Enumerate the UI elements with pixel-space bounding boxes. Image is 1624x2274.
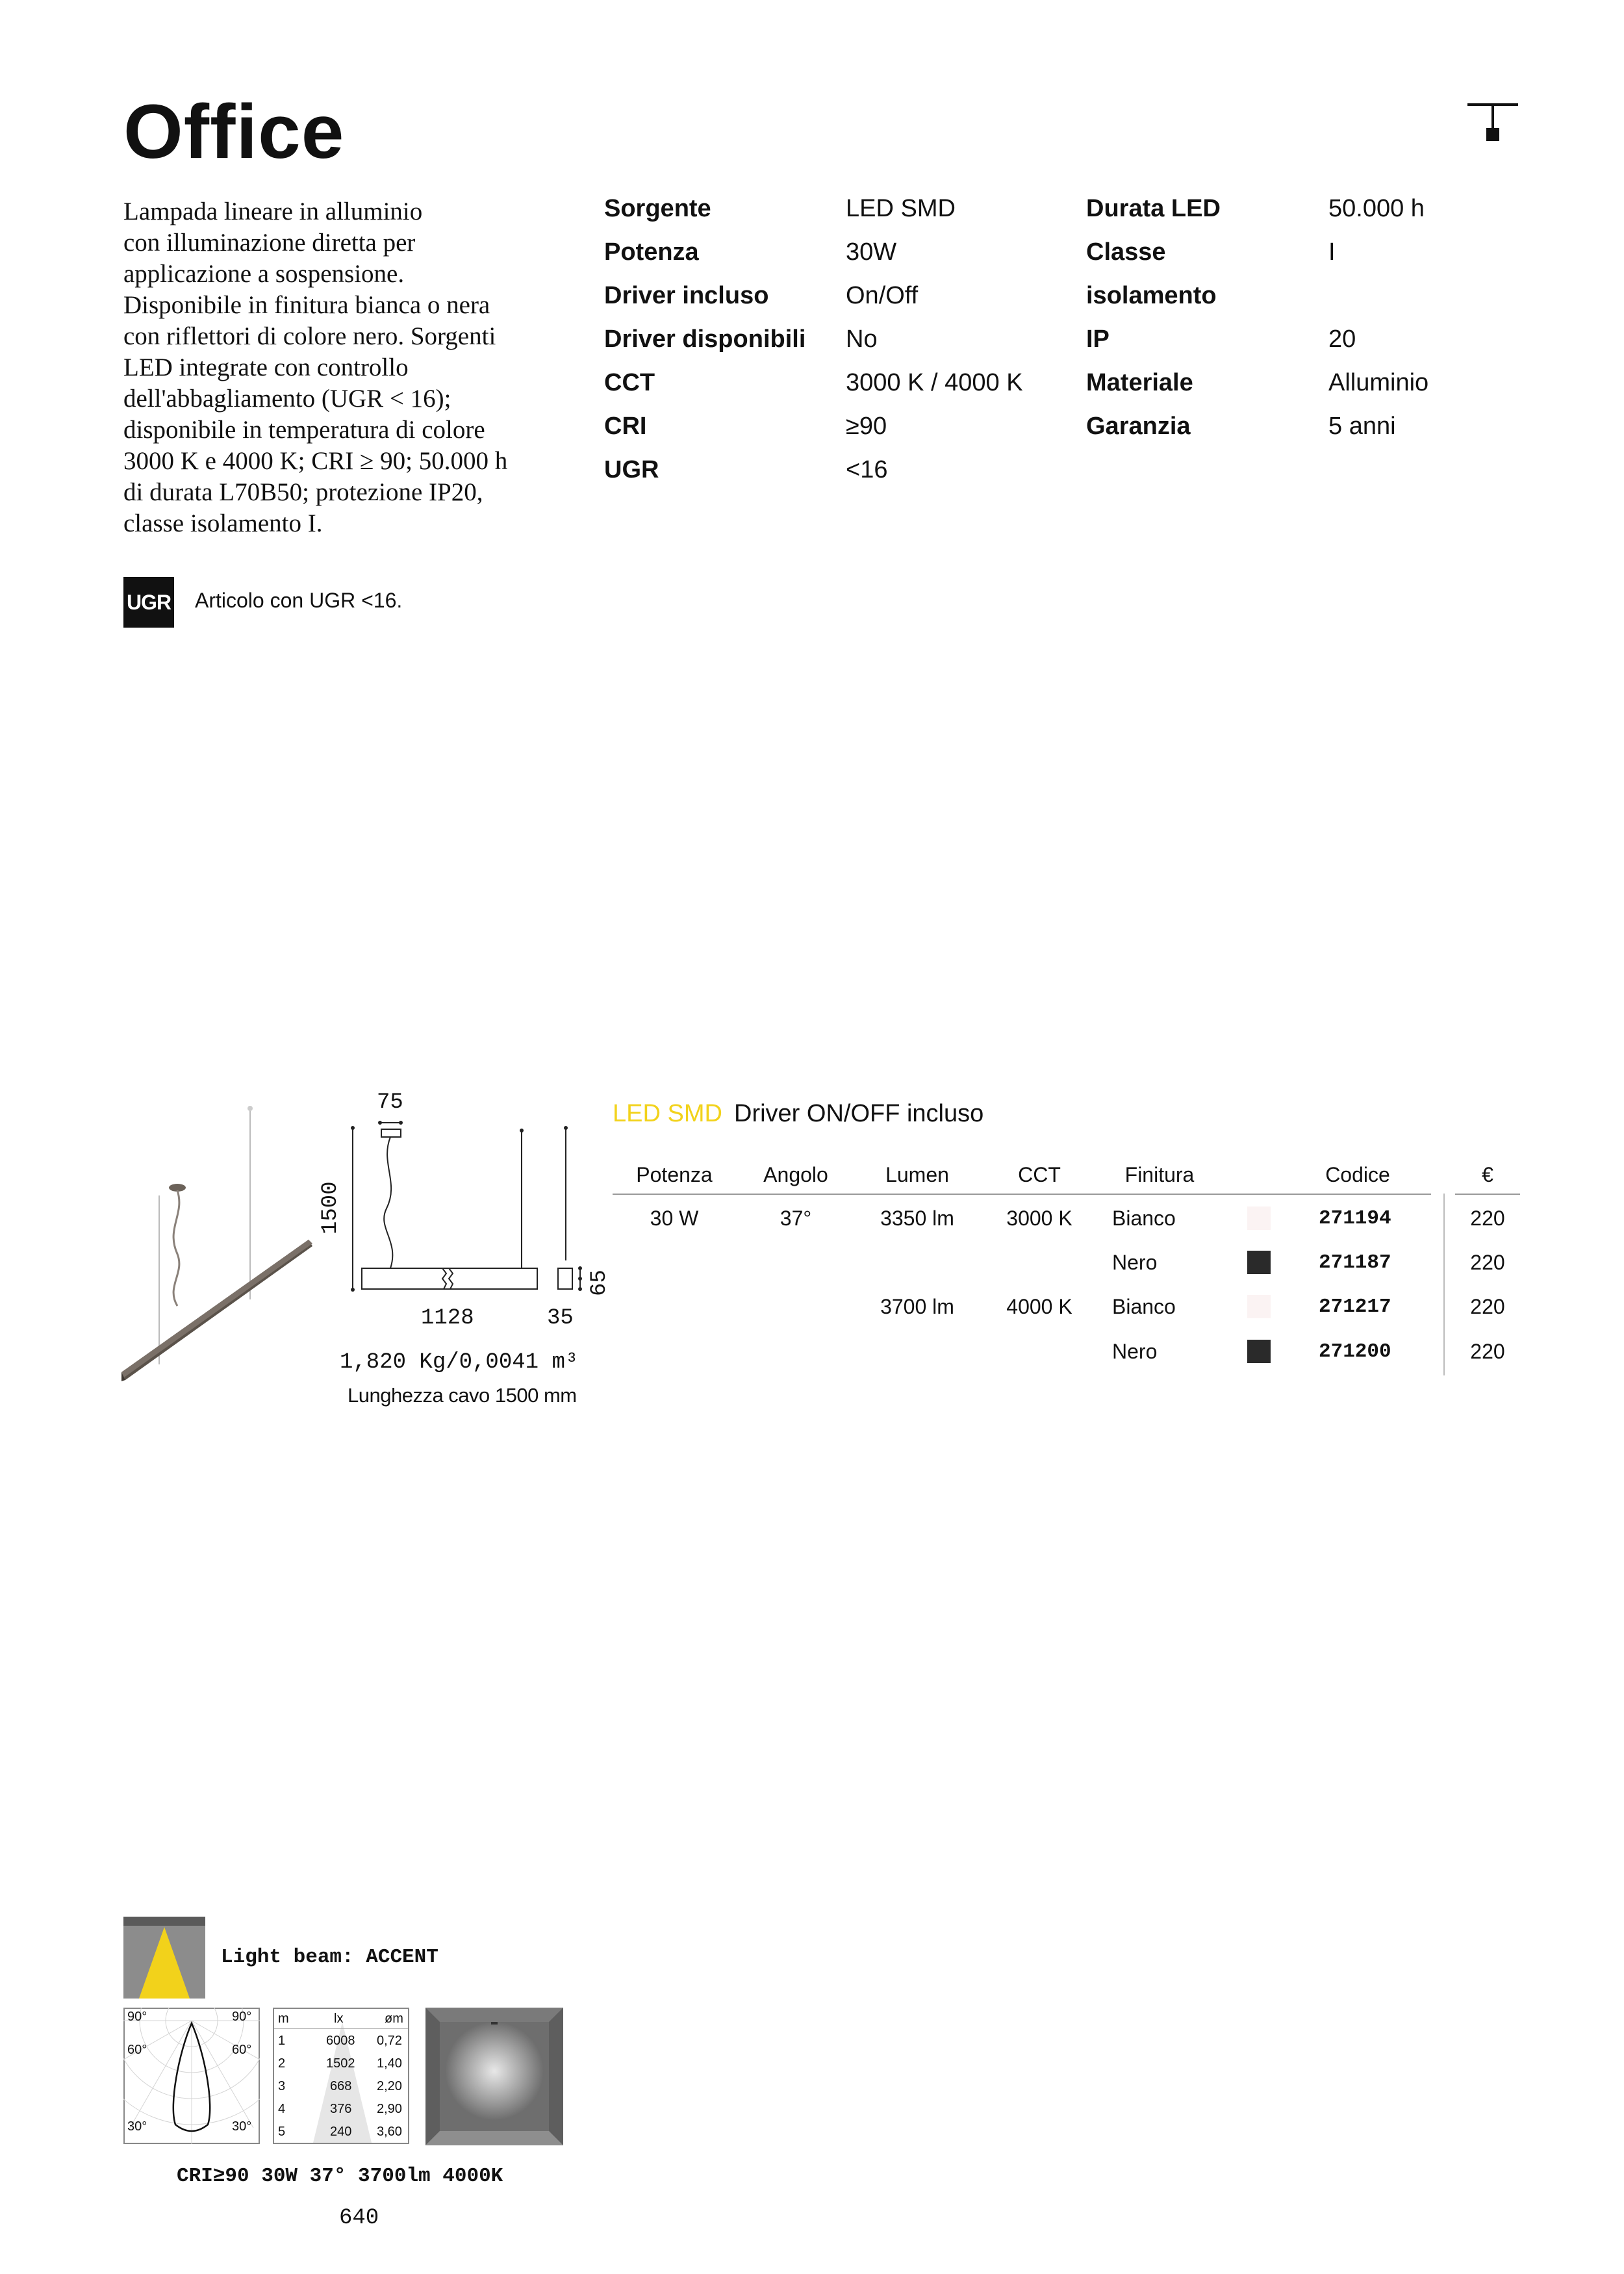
ugr-note: Articolo con UGR <16. [195,589,403,612]
row-code: 271187 [1319,1251,1391,1274]
col-header-power: Potenza [636,1163,713,1186]
row-code: 271194 [1319,1207,1391,1230]
polar-angle-label: 90° [232,2010,252,2024]
table-cell: 2,90 [377,2102,402,2116]
table-header: lx [334,2012,344,2026]
spec-label: isolamento [1086,282,1217,309]
spec-value: ≥90 [846,413,887,440]
spec-label: Durata LED [1086,195,1221,222]
spec-label: CRI [604,413,647,440]
pendant-lamp-icon [1465,101,1521,146]
col-header-price: € [1482,1163,1493,1186]
spec-label: Driver disponibili [604,326,806,353]
row-finish: Bianco [1112,1207,1176,1230]
table-cell: 1502 [326,2056,355,2071]
spec-label: Driver incluso [604,282,769,309]
spec-label: CCT [604,369,655,396]
description-line: applicazione a sospensione. [123,260,405,288]
col-header-code: Codice [1325,1163,1390,1186]
table-cell: 4 [278,2102,286,2116]
row-code: 271200 [1319,1340,1391,1363]
table-cell: 240 [330,2125,352,2139]
table-cell: 1 [278,2034,286,2048]
row-price: 220 [1470,1340,1505,1363]
row-cct: 4000 K [1006,1295,1072,1318]
specs-left-values [846,187,1023,492]
ugr-badge: UGR [123,577,174,628]
table-divider [1455,1194,1520,1195]
description-line: con riflettori di colore nero. Sorgenti [123,322,496,350]
table-cell: 5 [278,2125,286,2139]
spec-value: Alluminio [1328,369,1429,396]
description-line: disponibile in temperatura di colore [123,416,485,444]
row-power: 30 W [650,1207,699,1230]
finish-swatch-black [1247,1340,1271,1363]
table-divider [274,2028,408,2029]
weight-volume: 1,820 Kg/0,0041 m³ [340,1350,579,1375]
driver-label: Driver ON/OFF incluso [734,1100,984,1127]
spec-value: LED SMD [846,195,956,222]
row-finish: Nero [1112,1251,1158,1274]
row-code: 271217 [1319,1296,1391,1318]
row-price: 220 [1470,1295,1505,1318]
polar-angle-label: 90° [127,2010,147,2024]
table-cell: 0,72 [377,2034,402,2048]
spec-value: No [846,326,878,353]
description-line: Lampada lineare in alluminio [123,198,423,225]
row-angle: 37° [780,1207,812,1230]
cable-length: Lunghezza cavo 1500 mm [348,1384,577,1407]
product-render-image [120,1105,322,1390]
spec-label: UGR [604,456,659,483]
col-header-angle: Angolo [763,1163,828,1186]
description-line: con illuminazione diretta per [123,229,416,257]
col-header-lumen: Lumen [885,1163,949,1186]
specs-right-values [1328,187,1428,448]
light-beam-icon [123,1917,205,1999]
light-beam-label: Light beam: ACCENT [221,1946,438,1969]
table-header: m [278,2012,289,2026]
table-cell: 3 [278,2079,286,2093]
light-effect-image [425,2008,563,2145]
page-number: 640 [339,2206,379,2230]
table-cell: 2,20 [377,2079,402,2093]
dim-depth: 35 [547,1306,574,1331]
row-cct: 3000 K [1006,1207,1072,1230]
dim-width-top: 75 [377,1090,403,1115]
polar-angle-label: 60° [127,2043,147,2057]
row-finish: Bianco [1112,1295,1176,1318]
technical-drawing [322,1092,620,1338]
finish-swatch-white [1247,1207,1271,1230]
finish-swatch-white [1247,1295,1271,1318]
dim-length: 1128 [421,1306,474,1331]
product-description [123,196,578,539]
table-cell: 1,40 [377,2056,402,2071]
polar-angle-label: 30° [127,2119,147,2134]
polar-angle-label: 30° [232,2119,252,2134]
row-finish: Nero [1112,1340,1158,1363]
specs-left-labels [604,187,806,492]
row-price: 220 [1470,1207,1505,1230]
spec-value: On/Off [846,282,919,309]
table-divider [613,1194,1431,1195]
photometry-caption: CRI≥90 30W 37° 3700lm 4000K [177,2165,503,2188]
price-column-divider [1443,1194,1445,1375]
finish-swatch-black [1247,1251,1271,1274]
page-title: Office [123,89,345,175]
table-header: øm [385,2012,403,2026]
spec-value: 50.000 h [1328,195,1425,222]
row-price: 220 [1470,1251,1505,1274]
row-lumen: 3700 lm [880,1295,954,1318]
spec-value [1328,274,1428,318]
description-line: Disponibile in finitura bianca o nera [123,291,490,319]
photometric-table [273,2008,409,2144]
description-line: LED integrate con controllo [123,353,409,381]
specs-right-labels [1086,187,1221,448]
table-cell: 2 [278,2056,286,2071]
spec-label: Classe [1086,238,1166,266]
description-line: dell'abbagliamento (UGR < 16); [123,385,451,413]
col-header-finish: Finitura [1124,1163,1195,1186]
spec-value: <16 [846,456,888,483]
polar-angle-label: 60° [232,2043,252,2057]
spec-value: 3000 K / 4000 K [846,369,1023,396]
spec-value: 20 [1328,326,1356,353]
dim-height: 1500 [318,1181,343,1234]
description-line: 3000 K e 4000 K; CRI ≥ 90; 50.000 h [123,447,508,475]
table-cell: 376 [330,2102,352,2116]
row-lumen: 3350 lm [880,1207,954,1230]
spec-label: Garanzia [1086,413,1191,440]
spec-label: Sorgente [604,195,711,222]
dim-profile-height: 65 [587,1270,612,1296]
spec-label: Materiale [1086,369,1193,396]
col-header-cct: CCT [1018,1163,1061,1186]
source-label: LED SMD [613,1100,722,1127]
spec-value: I [1328,238,1336,266]
table-cell: 668 [330,2079,352,2093]
spec-label: IP [1086,326,1110,353]
spec-label: Potenza [604,238,699,266]
spec-value: 30W [846,238,897,266]
description-line: di durata L70B50; protezione IP20, [123,478,483,506]
description-line: classe isolamento I. [123,509,323,537]
table-cell: 3,60 [377,2125,402,2139]
table-cell: 6008 [326,2034,355,2048]
spec-value: 5 anni [1328,413,1396,440]
